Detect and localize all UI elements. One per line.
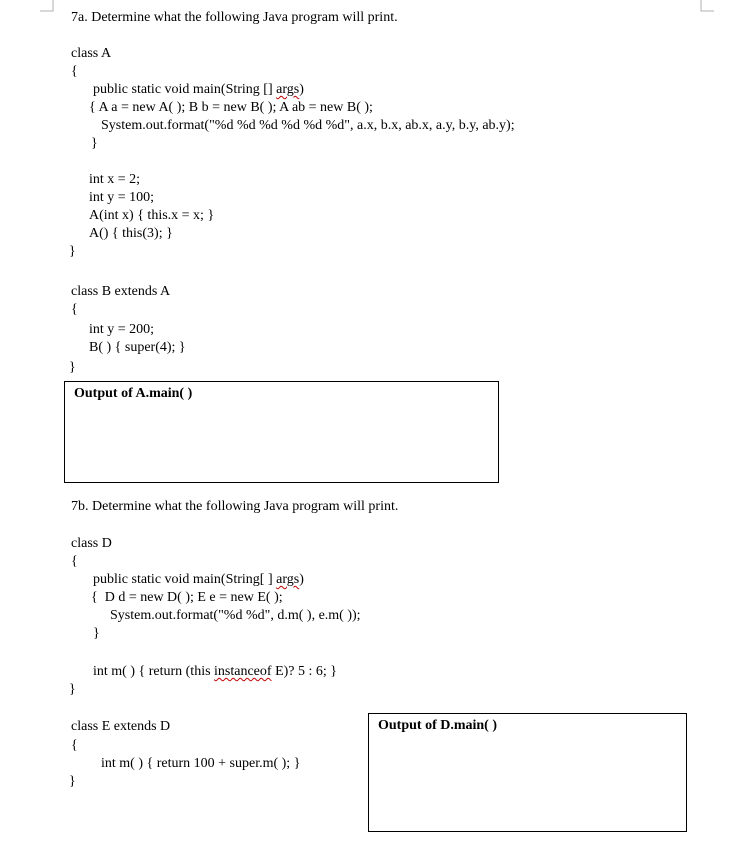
class-a-close-brace: } xyxy=(69,244,76,259)
class-e-method-m: int m( ) { return 100 + super.m( ); } xyxy=(101,756,301,771)
class-d-method-m: int m( ) { return (this instanceof E)? 5 : 6; } xyxy=(93,664,337,679)
output-a-answer-box[interactable] xyxy=(64,381,499,483)
class-b-open-brace: { xyxy=(71,302,78,317)
output-d-label: Output of D.main( ) xyxy=(378,718,498,733)
spelling-flag-args: args xyxy=(276,82,300,97)
top-right-corner-mark xyxy=(700,0,714,12)
class-a-main-line-3: System.out.format("%d %d %d %d %d %d", a.x, b.x, ab.x, a.y, b.y, ab.y); xyxy=(101,118,515,133)
class-d-main-close: } xyxy=(93,626,100,641)
spelling-flag-args-2: args xyxy=(276,572,300,587)
class-a-main-signature: public static void main(String [] args) xyxy=(93,82,304,97)
class-e-header: class E extends D xyxy=(71,719,171,734)
class-d-close-brace: } xyxy=(69,682,76,697)
top-left-corner-mark xyxy=(40,0,54,12)
class-b-constructor: B( ) { super(4); } xyxy=(89,340,186,355)
class-b-header: class B extends A xyxy=(71,284,171,299)
class-d-header: class D xyxy=(71,536,112,551)
class-a-open-brace: { xyxy=(71,64,78,79)
class-a-main-close: } xyxy=(91,136,98,151)
spelling-flag-instanceof: instanceof xyxy=(214,664,272,679)
class-d-main-line-2: { D d = new D( ); E e = new E( ); xyxy=(91,590,283,605)
class-a-field-x: int x = 2; xyxy=(89,172,141,187)
question-7b-heading: 7b. Determine what the following Java program will print. xyxy=(71,499,399,514)
class-a-constructor-int: A(int x) { this.x = x; } xyxy=(89,208,215,223)
class-d-open-brace: { xyxy=(71,554,78,569)
output-a-label: Output of A.main( ) xyxy=(74,386,193,401)
class-a-constructor-default: A() { this(3); } xyxy=(89,226,173,241)
class-a-header: class A xyxy=(71,46,112,61)
class-d-main-line-3: System.out.format("%d %d", d.m( ), e.m( )); xyxy=(110,608,361,623)
class-b-field-y: int y = 200; xyxy=(89,322,155,337)
class-d-main-signature: public static void main(String[ ] args) xyxy=(93,572,304,587)
class-a-field-y: int y = 100; xyxy=(89,190,155,205)
question-7a-heading: 7a. Determine what the following Java program will print. xyxy=(71,10,398,25)
class-b-close-brace: } xyxy=(69,360,76,375)
class-a-main-line-2: { A a = new A( ); B b = new B( ); A ab = new B( ); xyxy=(89,100,373,115)
output-d-answer-box[interactable] xyxy=(368,713,687,832)
class-e-close-brace: } xyxy=(69,774,76,789)
class-e-open-brace: { xyxy=(71,738,78,753)
